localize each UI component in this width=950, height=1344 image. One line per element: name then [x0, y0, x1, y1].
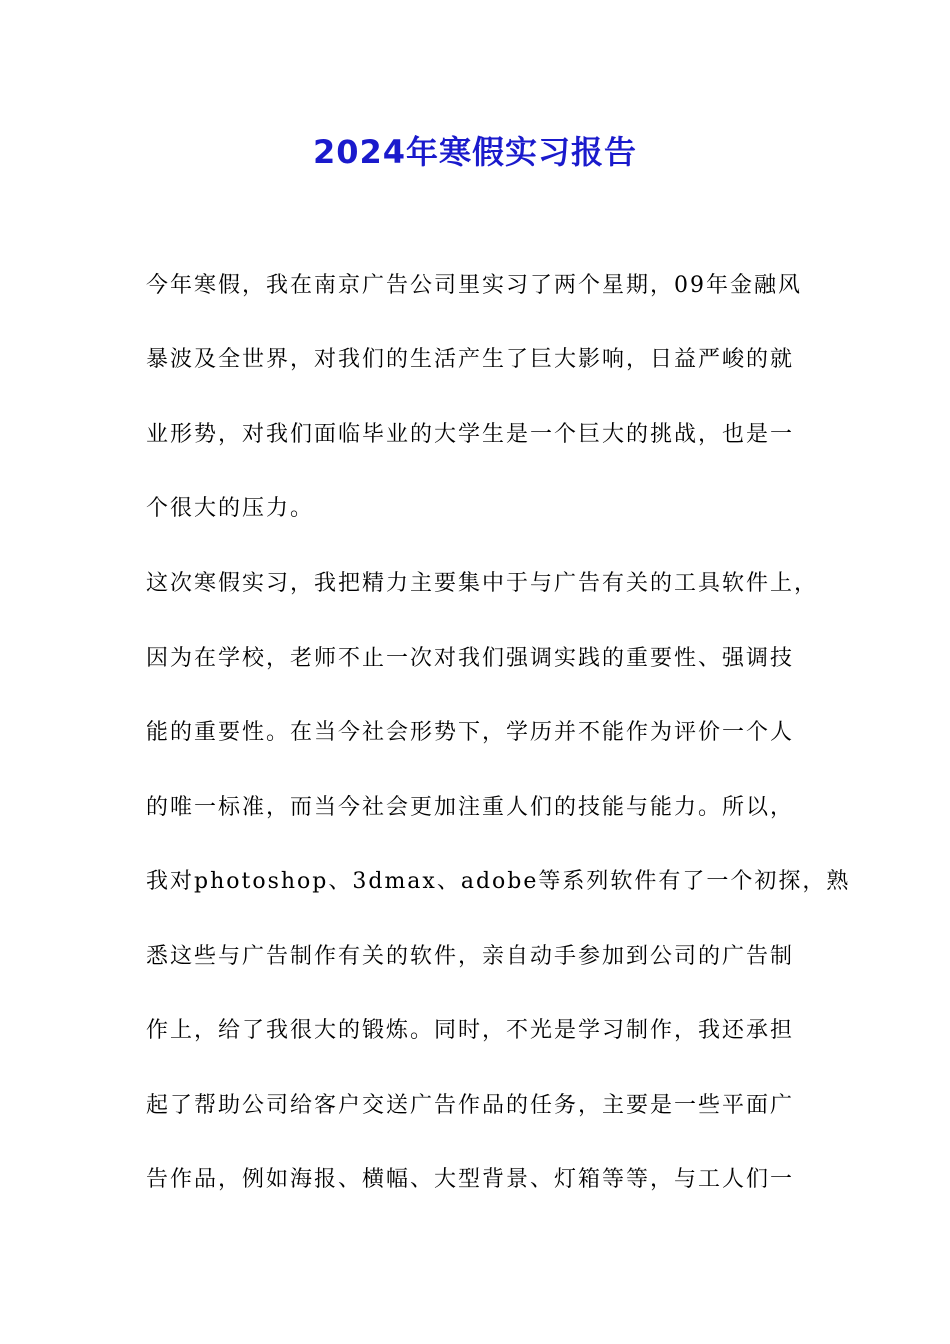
paragraph-line: 业形势，对我们面临毕业的大学生是一个巨大的挑战，也是一: [146, 422, 795, 447]
paragraph-line: 我对photoshop、3dmax、adobe等系列软件有了一个初探，熟: [146, 869, 851, 894]
paragraph-line: 的唯一标准，而当今社会更加注重人们的技能与能力。所以，: [146, 795, 795, 820]
document-title: 2024年寒假实习报告: [312, 133, 638, 171]
paragraph-line: 作上，给了我很大的锻炼。同时，不光是学习制作，我还承担: [146, 1018, 795, 1043]
paragraph-line: 起了帮助公司给客户交送广告作品的任务，主要是一些平面广: [146, 1093, 795, 1118]
paragraph-line: 个很大的压力。: [146, 496, 315, 521]
paragraph-line: 因为在学校，老师不止一次对我们强调实践的重要性、强调技: [146, 646, 795, 671]
paragraph-line: 悉这些与广告制作有关的软件，亲自动手参加到公司的广告制: [146, 944, 795, 969]
paragraph-line: 今年寒假，我在南京广告公司里实习了两个星期，09年金融风: [146, 273, 802, 298]
paragraph-line: 告作品，例如海报、横幅、大型背景、灯箱等等，与工人们一: [146, 1167, 795, 1192]
paragraph-line: 暴波及全世界，对我们的生活产生了巨大影响，日益严峻的就: [146, 347, 795, 372]
paragraph-line: 能的重要性。在当今社会形势下，学历并不能作为评价一个人: [146, 720, 795, 745]
paragraph-line: 这次寒假实习，我把精力主要集中于与广告有关的工具软件上，: [146, 571, 819, 596]
